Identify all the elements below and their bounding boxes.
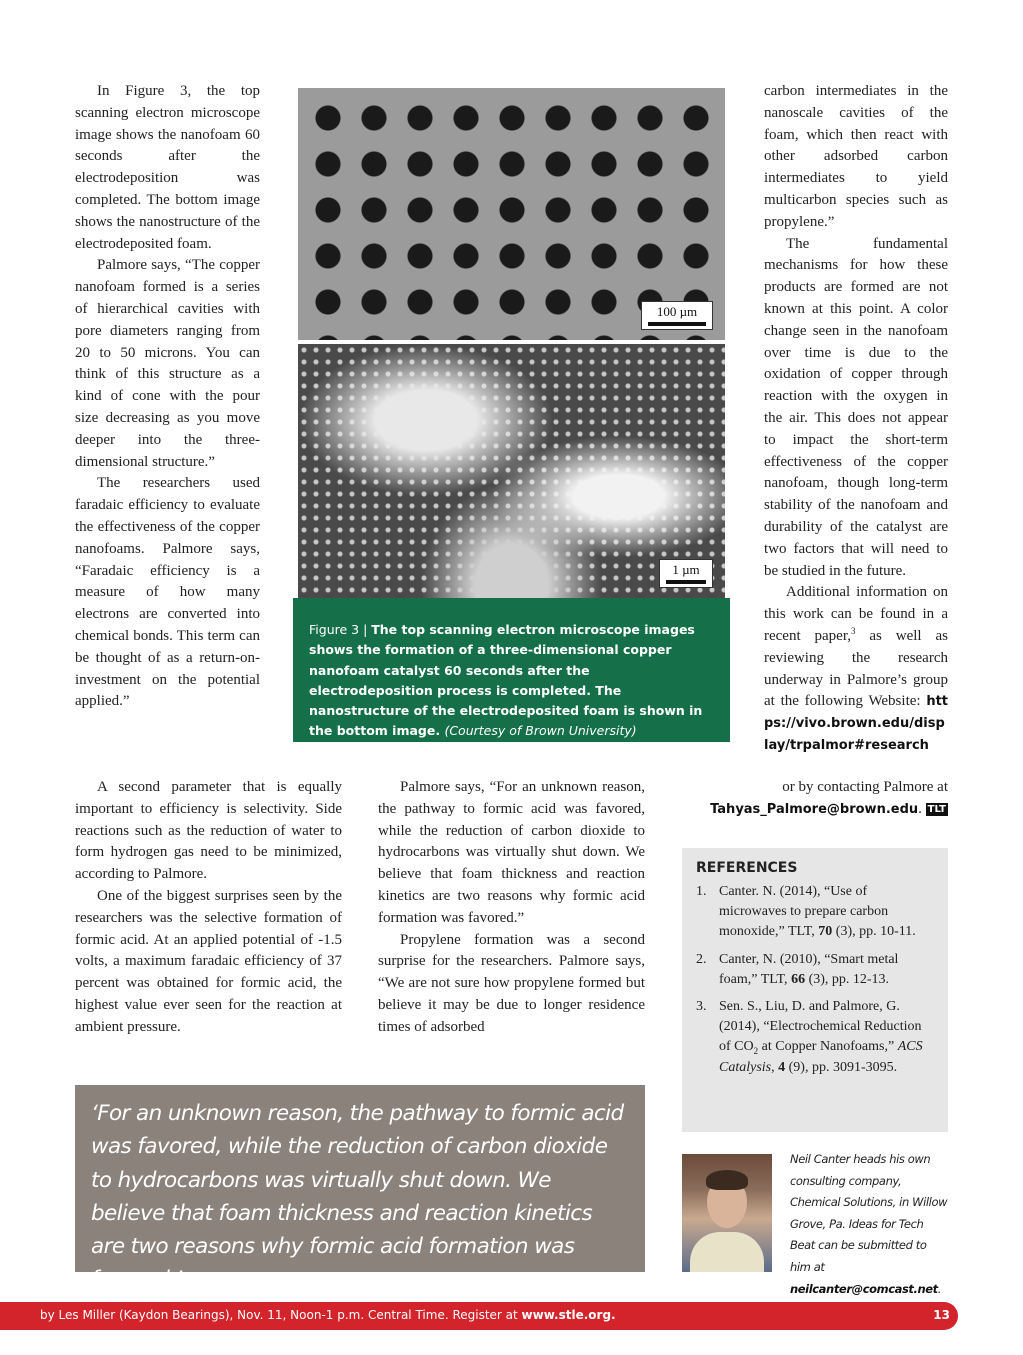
body-paragraph: Additional information on this work can be found in a recent paper,$^3$ as well as reviewing the research underway in Palmore’s group at the following Website: https://vivo.brown.edu/display/trpalmor#research — [764, 584, 948, 753]
right-column — [764, 81, 948, 757]
body-paragraph: One of the biggest surprises seen by the researchers was the selective formation of formic acid. At an applied potential of -1.5 volts, a maximum faradaic efficiency of 37 percent was obtained for formic acid, the highest value ever seen for the reaction at ambient pressure. — [75, 887, 342, 1035]
tlt-end-mark: TLT — [927, 803, 946, 815]
body-paragraph: carbon intermediates in the nanoscale cavities of the foam, which then react with other adsorbed carbon intermediates to yield multicarbon species such as propylene.” — [764, 83, 948, 230]
references-heading: REFERENCES — [696, 860, 798, 876]
right-column-lower — [682, 777, 948, 821]
footer-bar — [0, 1302, 958, 1330]
author-email-link[interactable]: neilcanter@comcast.net — [790, 1281, 938, 1296]
reference-item: 2. Canter, N. (2010), “Smart metal foam,” TLT, 66 (3), pp. 12-13. — [696, 951, 899, 987]
body-paragraph: Propylene formation was a second surprise for the researchers. Palmore says, “We are not sure how propylene formed but believe it may be due to longer residence times of adsorbed — [378, 931, 645, 1035]
reference-item: 3. Sen. S., Liu, D. and Palmore, G. (2014), “Electrochemical Reduction of $CO_2$ at Copper Nanofoams,” ACS Catalysis, 4 (9), pp. 3091-3095. — [696, 999, 923, 1075]
body-paragraph: The researchers used faradaic efficiency to evaluate the effectiveness of the copper nanofoams. Palmore says, “Faradaic efficiency is a measure of how many electrons are converted into chemical bonds. This term can be thought of as a return-on-investment on the potential applied.” — [75, 475, 260, 710]
scale-bar-top: 100 µm — [641, 301, 713, 330]
reference-item: 1. Canter. N. (2014), “Use of microwaves to prepare carbon monoxide,” TLT, 70 (3), pp. 10-11. — [696, 884, 916, 940]
figure-caption: Figure 3 | The top scanning electron microscope images shows the formation of a three-dimensional copper nanofoam catalyst 60 seconds after the electrodeposition process is completed. The nanostructure of the electrodeposited foam is shown in the bottom image. (Courtesy of Brown University) — [293, 598, 730, 742]
body-paragraph: Palmore says, “The copper nanofoam formed is a series of hierarchical cavities with pore diameters ranging from 20 to 50 microns. You can think of this structure as a kind of cone with the pour size decreasing as you move deeper into the three-dimensional structure.” — [75, 257, 260, 470]
references-box — [682, 848, 948, 1132]
research-website-link[interactable]: https://vivo.brown.edu/display/trpalmor#research — [764, 694, 948, 753]
body-paragraph: A second parameter that is equally important to efficiency is selectivity. Side reactions such as the reduction of water to form hydrogen gas need to be minimized, according to Palmore. — [75, 779, 342, 883]
figure-3 — [293, 88, 730, 742]
body-paragraph: or by contacting Palmore at Tahyas_Palmore@brown.edu. TLT — [710, 779, 948, 817]
pull-quote: ‘For an unknown reason, the pathway to formic acid was favored, while the reduction of carbon dioxide to hydrocarbons was virtually shut down. We believe that foam thickness and reaction kinetics are two reasons why formic acid formation was favored.’ — [75, 1085, 645, 1272]
left-column — [75, 81, 260, 713]
footer-text: by Les Miller (Kaydon Bearings), Nov. 11, Noon-1 p.m. Central Time. Register at www.stle.org. — [40, 1308, 616, 1322]
contact-email-link[interactable]: Tahyas_Palmore@brown.edu — [710, 801, 919, 817]
page-number: 13 — [933, 1308, 950, 1322]
sem-image-bottom — [298, 344, 725, 598]
body-paragraph: The fundamental mechanisms for how these products are formed are not known at this point. A color change seen in the nanofoam over time is due to the oxidation of copper through reaction with the oxygen in the air. This does not appear to impact the short-term effectiveness of the copper nanofoam, though long-term stability of the nanofoam and durability of the catalyst are two factors that will need to be studied in the future. — [764, 235, 948, 579]
body-paragraph: In Figure 3, the top scanning electron microscope image shows the nanofoam 60 seconds after the electrodeposition was completed. The bottom image shows the nanostructure of the electrodeposited foam. — [75, 83, 260, 252]
middle-column — [378, 777, 645, 1039]
scale-bar-bottom: 1 µm — [659, 559, 713, 588]
author-photo — [682, 1154, 772, 1272]
left-column-lower — [75, 777, 342, 1039]
body-paragraph: Palmore says, “For an unknown reason, the pathway to formic acid was favored, while the reduction of carbon dioxide to hydrocarbons was virtually shut down. We believe that foam thickness and reaction kinetics are two reasons why formic acid formation was favored.” — [378, 779, 645, 926]
footer-link[interactable]: www.stle.org — [521, 1308, 612, 1322]
author-bio: Neil Canter heads his own consulting company, Chemical Solutions, in Willow Grove, Pa. Ideas for Tech Beat can be submitted to him at neilcanter@comcast.net. — [790, 1152, 948, 1296]
sem-image-top — [298, 88, 725, 340]
